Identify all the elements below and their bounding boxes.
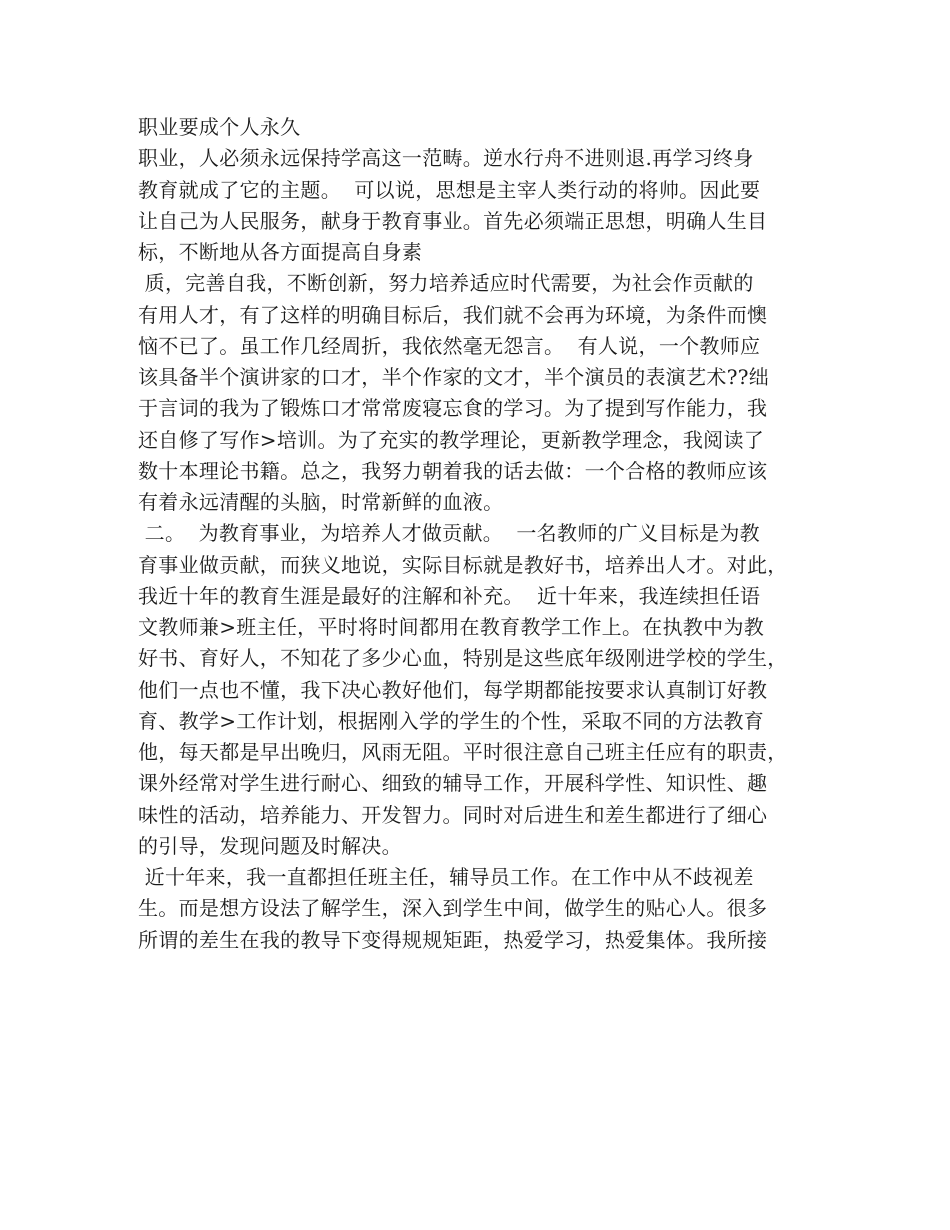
text-line: 近十年来，我一直都担任班主任，辅导员工作。在工作中从不歧视差 (138, 865, 754, 889)
text-line: 质，完善自我，不断创新，努力培养适应时代需要，为社会作贡献的 (138, 271, 754, 296)
text-line: 该具备半个演讲家的口才，半个作家的文才，半个演员的表演艺术??绌 (138, 365, 770, 389)
text-line: 他，每天都是早出晚归，风雨无阻。平时很注意自己班主任应有的职责， (138, 740, 788, 764)
text-line: 他们一点也不懂，我下决心教好他们，每学期都能按要求认真制订好教 (138, 677, 768, 702)
text-line: 数十本理论书籍。总之，我努力朝着我的话去做：一个合格的教师应该 (138, 458, 768, 483)
text-line: 育事业做贡献，而狭义地说，实际目标就是教好书，培养出人才。对此， (138, 552, 788, 577)
text-line: 标，不断地从各方面提高自身素 (138, 240, 423, 264)
text-line: 好书、育好人，不知花了多少心血，特别是这些底年级刚进学校的学生， (138, 646, 788, 671)
text-line: 职业，人必须永远保持学高这一范畴。逆水行舟不进则退.再学习终身 (138, 146, 754, 171)
text-line: 育、教学>工作计划，根据刚入学的学生的个性，采取不同的方法教育 (138, 708, 765, 733)
text-line: 教育就成了它的主题。 可以说，思想是主宰人类行动的将帅。因此要 (138, 177, 761, 202)
text-line: 让自己为人民服务，献身于教育事业。首先必须端正思想，明确人生目 (138, 208, 768, 233)
text-line: 味性的活动，培养能力、开发智力。同时对后进生和差生都进行了细心 (138, 802, 768, 827)
text-line: 生。而是想方设法了解学生，深入到学生中间，做学生的贴心人。很多 (138, 896, 768, 921)
text-line: 恼不已了。虽工作几经周折，我依然毫无怨言。 有人说，一个教师应 (138, 333, 761, 358)
document-body (138, 112, 838, 956)
text-line: 所谓的差生在我的教导下变得规规矩距，热爱学习，热爱集体。我所接 (138, 927, 768, 952)
text-line: 的引导，发现问题及时解决。 (138, 833, 402, 858)
text-line: 有着永远清醒的头脑，时常新鲜的血液。 (138, 490, 504, 514)
text-line: 我近十年的教育生涯是最好的注解和补充。 近十年来，我连续担任语 (138, 583, 761, 608)
text-line: 还自修了写作>培训。为了充实的教学理论，更新教学理念，我阅读了 (138, 427, 765, 452)
text-line: 职业要成个人永久 (138, 115, 301, 139)
text-line: 有用人才，有了这样的明确目标后，我们就不会再为环境，为条件而懊 (138, 302, 768, 327)
text-line: 课外经常对学生进行耐心、细致的辅导工作，开展科学性、知识性、趣 (138, 771, 768, 796)
text-line: 于言词的我为了锻炼口才常常废寝忘食的学习。为了提到写作能力，我 (138, 396, 768, 421)
text-line: 二。 为教育事业，为培养人才做贡献。 一名教师的广义目标是为教 (138, 521, 760, 546)
text-line: 文教师兼>班主任，平时将时间都用在教育教学工作上。在执教中为教 (138, 615, 765, 639)
